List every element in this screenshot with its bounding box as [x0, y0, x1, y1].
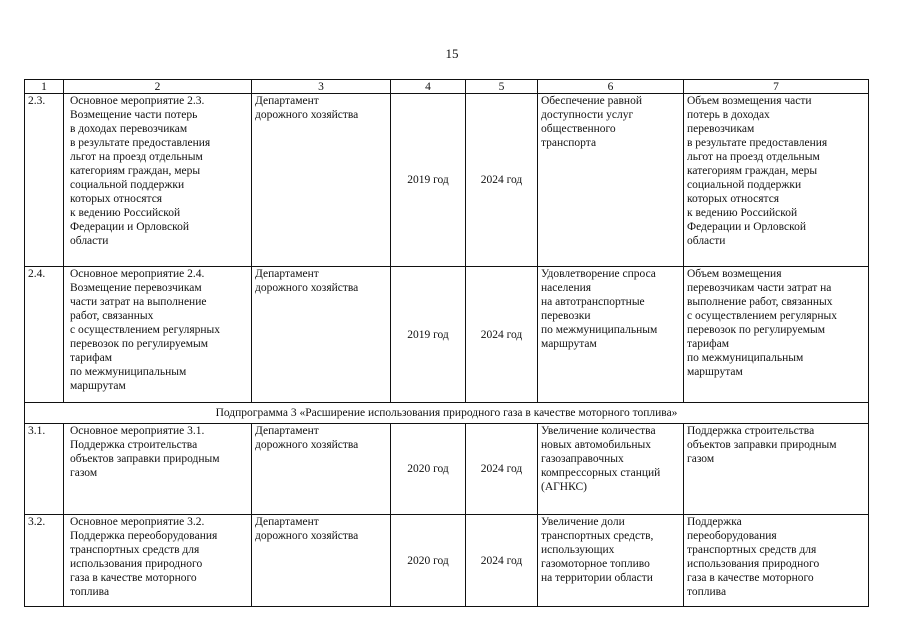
executor-cell: Департамент дорожного хозяйства	[255, 268, 359, 294]
row-number: 2.3.	[25, 94, 64, 267]
subprogram-row	[25, 403, 869, 424]
executor-cell: Департамент дорожного хозяйства	[255, 425, 359, 451]
row-number: 3.2.	[25, 515, 64, 607]
activity-cell: Основное мероприятие 2.4. Возмещение перевозчикам части затрат на выполнение работ, связанных с осуществлением регулярных перевозок по регулируемым тарифам по межмуниципальным маршрутам	[70, 268, 221, 392]
executor-cell: Департамент дорожного хозяйства	[255, 95, 359, 121]
row-number: 3.1.	[25, 424, 64, 515]
column-number: 4	[391, 80, 466, 94]
activity-cell: Основное мероприятие 3.1. Поддержка строительства объектов заправки природным газом	[70, 425, 220, 479]
start-year-cell: 2019 год	[391, 267, 466, 403]
activity-cell: Основное мероприятие 3.2. Поддержка переоборудования транспортных средств для использования природного газа в качестве моторного топлива	[70, 516, 218, 598]
end-year-cell: 2024 год	[466, 515, 538, 607]
activity-cell: Основное мероприятие 2.3. Возмещение части потерь в доходах перевозчикам в результате предоставления льгот на проезд отдельным категориям граждан, меры социальной поддержки которых относятся к ведению Российской Федерации и Орловской области	[70, 95, 211, 247]
result-cell: Увеличение количества новых автомобильных газозаправочных компрессорных станций (АГНКС)	[541, 425, 661, 493]
end-year-cell: 2024 год	[466, 424, 538, 515]
page-number: 15	[445, 46, 459, 61]
table-row	[25, 94, 869, 267]
indicator-cell: Объем возмещения перевозчикам части затрат на выполнение работ, связанных с осуществлением регулярных перевозок по регулируемым тарифам по межмуниципальным маршрутам	[687, 268, 838, 378]
result-cell: Удовлетворение спроса населения на автотранспортные перевозки по межмуниципальным маршрутам	[541, 268, 658, 350]
executor-cell: Департамент дорожного хозяйства	[255, 516, 359, 542]
column-number: 6	[538, 80, 684, 94]
column-number-row	[25, 80, 869, 94]
indicator-cell: Объем возмещения части потерь в доходах перевозчикам в результате предоставления льгот на проезд отдельным категориям граждан, меры социальной поддержки которых относятся к ведению Российской Федерации и Орловской области	[687, 95, 828, 247]
end-year-cell: 2024 год	[466, 94, 538, 267]
indicator-cell: Поддержка переоборудования транспортных средств для использования природного газа в качестве моторного топлива	[687, 516, 820, 598]
result-cell: Увеличение доли транспортных средств, использующих газомоторное топливо на территории области	[541, 516, 654, 584]
start-year-cell: 2020 год	[391, 515, 466, 607]
subprogram-title: Подпрограмма 3 «Расширение использования природного газа в качестве моторного топлива»	[25, 403, 869, 424]
column-number: 5	[466, 80, 538, 94]
row-number: 2.4.	[25, 267, 64, 403]
end-year-cell: 2024 год	[466, 267, 538, 403]
column-number: 7	[684, 80, 869, 94]
column-number: 1	[25, 80, 64, 94]
start-year-cell: 2019 год	[391, 94, 466, 267]
column-number: 3	[252, 80, 391, 94]
column-number: 2	[64, 80, 252, 94]
start-year-cell: 2020 год	[391, 424, 466, 515]
table-row	[25, 267, 869, 403]
indicator-cell: Поддержка строительства объектов заправки природным газом	[687, 425, 837, 465]
table-row	[25, 515, 869, 607]
activities-table	[24, 79, 869, 607]
result-cell: Обеспечение равной доступности услуг общественного транспорта	[541, 95, 642, 149]
table-row	[25, 424, 869, 515]
